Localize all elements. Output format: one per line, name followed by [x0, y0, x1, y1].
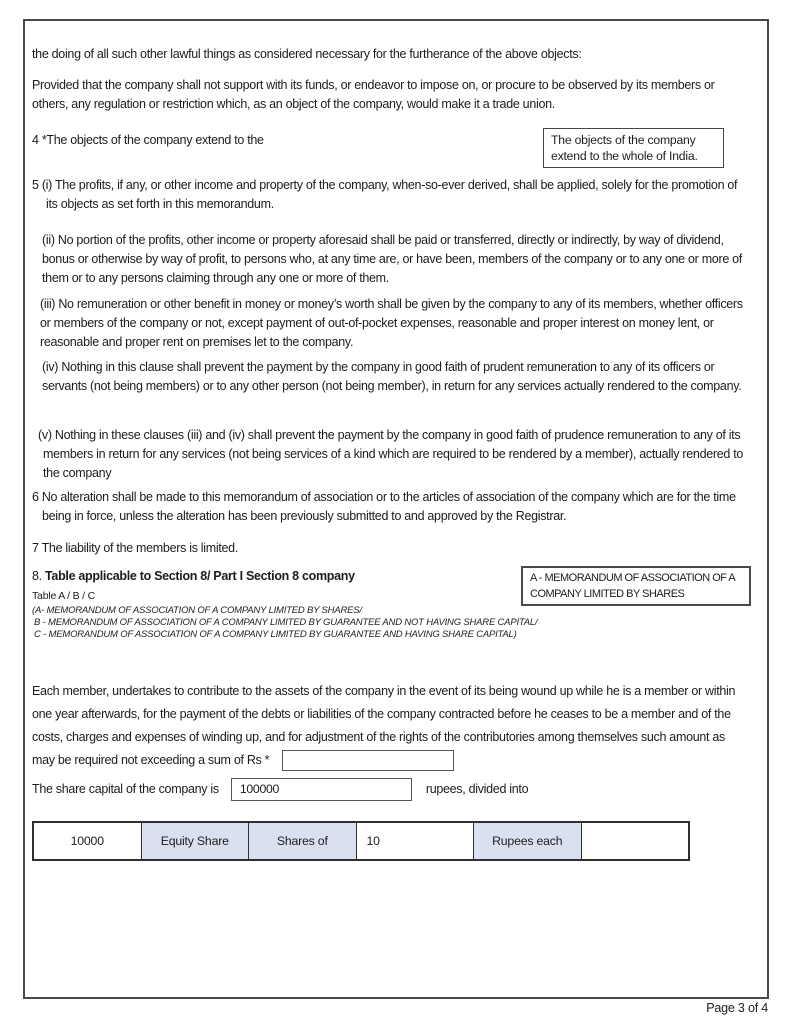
clause8-heading-text: Table applicable to Section 8/ Part I Section 8 company	[45, 569, 355, 583]
clause5-item-iv: (iv) Nothing in this clause shall prevent the payment by the company in good faith of prudent remuneration to any of its officers or servants (not being members) or to any other person (not being member), in return for any services actually rendered to the company.	[42, 360, 742, 393]
table-option-a: (A- MEMORANDUM OF ASSOCIATION OF A COMPANY LIMITED BY SHARES/	[32, 605, 362, 616]
table-abc-label: Table A / B / C	[32, 590, 95, 602]
share-capital-line	[32, 778, 746, 801]
contribution-text: Each member, undertakes to contribute to the assets of the company in the event of its being wound up while he is a member or within one year afterwards, for the payment of the debts or liabilities of the company contracted before he ceases to be a member and of the costs, charges and expenses of winding up, and for adjustment of the rights of the contributories among themselves such amount as may be required not exceeding a sum of Rs *	[32, 684, 736, 767]
share-capital-prefix: The share capital of the company is	[32, 782, 219, 796]
page-number: Page 3 of 4	[706, 1001, 768, 1015]
clause4-objects-selection-box[interactable]: The objects of the company extend to the whole of India.	[543, 128, 724, 168]
contribution-amount-input[interactable]	[282, 750, 454, 771]
contribution-paragraph	[32, 680, 748, 772]
clause5-item-i: 5 (i) The profits, if any, or other income and property of the company, when-so-ever derived, shall be applied, solely for the promotion of its objects as set forth in this memorandum.	[32, 178, 738, 211]
share-type-field[interactable]: Equity Share	[141, 823, 249, 859]
table-option-c: C - MEMORANDUM OF ASSOCIATION OF A COMPANY LIMITED BY GUARANTEE AND HAVING SHARE CAPITAL)	[34, 629, 517, 640]
share-capital-suffix: rupees, divided into	[425, 782, 529, 796]
shares-of-label-cell: Shares of	[248, 823, 356, 859]
intro-paragraph: the doing of all such other lawful things as considered necessary for the furtherance of the above objects:	[32, 47, 582, 61]
rupees-each-label-cell: Rupees each	[473, 823, 581, 859]
capital-table	[32, 821, 690, 861]
clause8-table-selection-box[interactable]: A - MEMORANDUM OF ASSOCIATION OF A COMPANY LIMITED BY SHARES	[521, 566, 751, 606]
clause5-item-v: (v) Nothing in these clauses (iii) and (iv) shall prevent the payment by the company in good faith of prudence remuneration to any of its members in return for any services (not being services of a kind which are required to be rendered by a member), actually rendered to the company	[38, 428, 744, 480]
table-option-b: B - MEMORANDUM OF ASSOCIATION OF A COMPANY LIMITED BY GUARANTEE AND NOT HAVING SHARE CAPITAL/	[34, 617, 538, 628]
clause8-number: 8.	[32, 569, 42, 583]
share-value-field[interactable]: 10	[356, 823, 474, 859]
share-capital-amount-input[interactable]: 100000	[231, 778, 412, 801]
clause6-paragraph: 6 No alteration shall be made to this memorandum of association or to the articles of association of the company which are for the time being in force, unless the alteration has been previously submitted to and approved by the Registrar.	[32, 490, 736, 523]
clause4-text: 4 *The objects of the company extend to the	[32, 133, 264, 147]
clause5-item-ii: (ii) No portion of the profits, other income or property aforesaid shall be paid or transferred, directly or indirectly, by way of dividend, bonus or otherwise by way of profit, to persons who, at any time are, or have been, members of the company or to any one or more of them or to any persons claiming through any one or more of them.	[42, 233, 742, 285]
proviso-paragraph: Provided that the company shall not support with its funds, or endeavor to impose on, or procure to be observed by its members or others, any regulation or restriction which, as an object of the company, would make it a trade union.	[32, 78, 715, 111]
empty-cell	[581, 823, 689, 859]
share-count-field[interactable]: 10000	[70, 834, 104, 848]
clause5-item-iii: (iii) No remuneration or other benefit in money or money’s worth shall be given by the company to any of its members, whether officers or members of the company or not, except payment of out-of-pocket expenses, reasonable and proper interest on money lent, or reasonable and proper rent on premises let to the company.	[40, 297, 743, 349]
clause7-paragraph: 7 The liability of the members is limited.	[32, 541, 239, 555]
page-border	[23, 19, 769, 999]
